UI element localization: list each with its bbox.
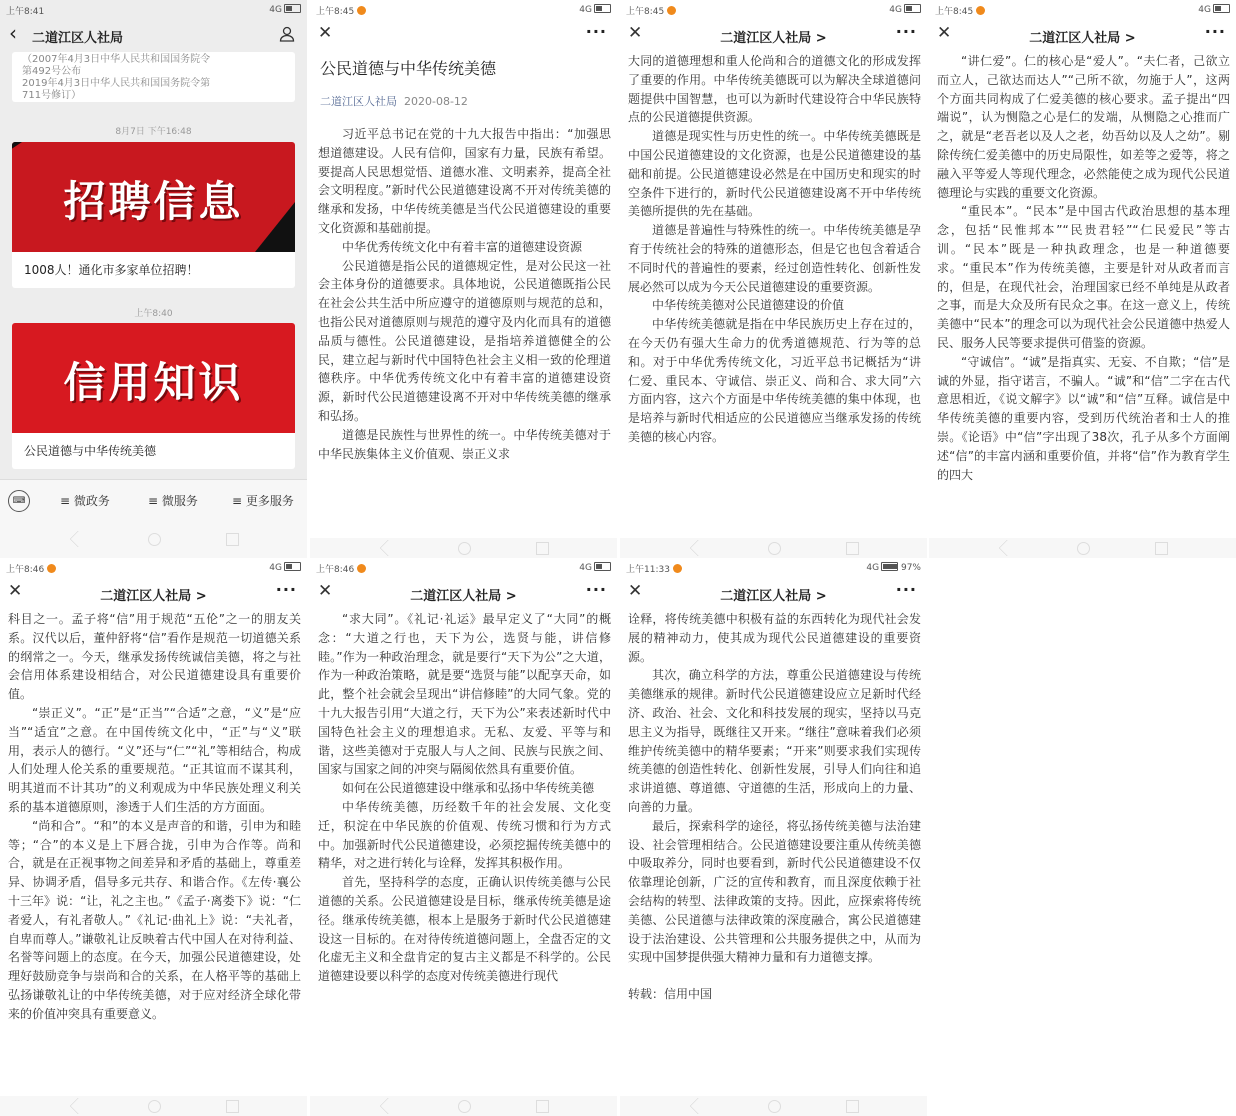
repost-source: 转载：信用中国: [628, 987, 713, 1002]
service-menu-bar: [0, 479, 307, 520]
paragraph: “崇正义”。“正”是“正当”“合适”之意，“义”是“应当”“适宜”之意。在中国传统文化中，“正”与“义”联用，表示人的德行。“义”还与“仁”“礼”等相结合，构成人们处理人伦关系的重要规范。“正其谊而不谋其利，明其道而不计其功”的义利观成为中华民族处理义利关系的基本道德原则，渗透于人们生活的方方面面。: [8, 705, 301, 814]
article-body: [937, 52, 1230, 538]
account-title[interactable]: 二道江区人社局 >: [1029, 31, 1136, 46]
network-label: 4G: [579, 5, 592, 15]
timestamp: 上午8:40: [134, 309, 173, 319]
more-icon[interactable]: ···: [895, 580, 917, 599]
paragraph: “求大同”。《礼记·礼运》最早定义了“大同”的概念：“大道之行也，天下为公，选贤与能，讲信修睦。”作为一种政治理念，就是要行“天下为公”之大道，作为一种政治策略，就是要“选贤与能”以配享天命，如此，整个社会就会呈现出“讲信修睦”的大同气象。党的十九大报告引用“大道之行，天下为公”来表述新时代中国特色社会主义的理想追求。无私、友爱、平等与和谐，这些美德对于克服人与人之间、民族与民族之间、国家与国家之间的冲突与隔阂依然具有重要价值。: [318, 612, 611, 777]
nav-home-icon[interactable]: [458, 1100, 471, 1113]
status-bar: [310, 0, 617, 20]
panel-article-5: [310, 558, 617, 1116]
account-title[interactable]: 二道江区人社局 >: [100, 589, 207, 604]
battery-icon: [1213, 4, 1230, 13]
battery-percent: 97%: [900, 563, 921, 573]
article-title: 公民道德与中华传统美德: [320, 59, 497, 78]
status-bar: [620, 558, 927, 578]
menu-item-more-services[interactable]: ≡ 更多服务: [232, 494, 294, 508]
network-label: 4G: [1198, 5, 1211, 15]
paragraph: 大同的道德理想和重人伦尚和合的道德文化的形成发挥了重要的作用。中华传统美德既可以为解决全球道德问题提供中国智慧，也可以为新时代建设符合中华民族特点的公民道德提供资源。: [628, 54, 921, 125]
nav-gesture-bar: [620, 538, 927, 558]
paragraph: 道德是普遍性与特殊性的统一。中华传统美德是孕育于传统社会的特殊的道德形态，但是它也包含着适合不同时代的普遍性的要素，经过创造性转化、创新性发展必然可以成为今天公民道德建设的重要资源。: [628, 223, 921, 294]
status-icons: [889, 4, 921, 15]
nav-recent-icon[interactable]: [226, 533, 239, 546]
nav-gesture-bar: [0, 1096, 307, 1116]
panel-article-3: [929, 0, 1236, 558]
paragraph: 科目之一。孟子将“信”用于规范“五伦”之一的朋友关系。汉代以后，董仲舒将“信”看作是规范一切道德关系的纲常之一。今天，继承发扬传统诚信美德，将之与社会信用体系建设相结合，对公民道德建设具有重要价值。: [8, 612, 301, 702]
paragraph: 道德是民族性与世界性的统一。中华传统美德对于中华民族集体主义价值观、崇正义求: [318, 427, 611, 461]
account-title[interactable]: 二道江区人社局 >: [720, 589, 827, 604]
nav-recent-icon[interactable]: [536, 1100, 549, 1113]
close-icon[interactable]: ✕: [8, 581, 23, 601]
status-bar: [0, 0, 307, 20]
section-heading: 如何在公民道德建设中继承和弘扬中华传统美德: [342, 781, 595, 796]
keyboard-icon[interactable]: ⌨: [8, 490, 30, 512]
status-icons: [1198, 4, 1230, 15]
network-label: 4G: [889, 5, 902, 15]
more-icon[interactable]: ···: [585, 580, 607, 599]
nav-home-icon[interactable]: [768, 542, 781, 555]
article-body: [628, 52, 921, 538]
panel-article-6: [620, 558, 927, 1116]
status-icons: [866, 562, 921, 573]
banner-text: 信用知识: [63, 358, 244, 407]
nav-gesture-bar: [620, 1096, 927, 1116]
article-nav: [620, 20, 927, 50]
network-label: 4G: [866, 563, 880, 573]
panel-article-1: [310, 0, 617, 558]
panel-chat: [0, 0, 307, 558]
status-bar: [929, 0, 1236, 20]
nav-back-icon[interactable]: [380, 1098, 397, 1115]
nav-back-icon[interactable]: [380, 540, 397, 557]
nav-recent-icon[interactable]: [1155, 542, 1168, 555]
nav-back-icon[interactable]: [70, 1098, 87, 1115]
close-icon[interactable]: ✕: [318, 23, 333, 43]
nav-recent-icon[interactable]: [846, 542, 859, 555]
nav-recent-icon[interactable]: [536, 542, 549, 555]
banner-text: 招聘信息: [63, 177, 244, 226]
section-heading: 中华优秀传统文化中有着丰富的道德建设资源: [342, 239, 583, 254]
paragraph: “重民本”。“民本”是中国古代政治思想的基本理念，包括“民惟邦本”“民贵君轻”“仁民爱民”等古训。“民本”既是一种执政理念，也是一种道德要求。“重民本”作为传统美德，主要是针对从政者而言的，但是，在现代社会，治理国家已经不单纯是从政者之事，而是大众及所有民众之事。在这一意义上，传统美德中“民本”的理念可以为现代社会公民道德中热爱人民、服务人民等要求提供可借鉴的资源。: [937, 204, 1230, 350]
panel-article-2: [620, 0, 927, 558]
nav-recent-icon[interactable]: [226, 1100, 239, 1113]
nav-home-icon[interactable]: [1077, 542, 1090, 555]
menu-item-weifuwu[interactable]: ≡ 微服务: [148, 494, 198, 508]
paragraph: “守诚信”。“诚”是指真实、无妄、不自欺；“信”是诚的外显，指守诺言，不骗人。“诚”和“信”二字在古代意思相近，《说文解字》以“诚”和“信”互释。诚信是中华传统美德的重要内容，受到历代统治者和士人的推崇。《论语》中“信”字出现了38次，孔子从多个方面阐述“信”的丰富内涵和重要价值，并将“信”作为教育学生的四大: [937, 354, 1230, 482]
paragraph: 中华传统美德就是指在中华民族历史上存在过的，在今天仍有强大生命力的优秀道德规范、行为等的总和。对于中华优秀传统文化，习近平总书记概括为“讲仁爱、重民本、守诚信、崇正义、尚和合、求大同”六方面内容，这六个方面是中华传统美德的集中体现，也是培养与新时代相适应的公民道德应当继承发扬的传统美德的核心内容。: [628, 317, 921, 444]
article-card-recruit[interactable]: [12, 142, 295, 288]
article-header: [320, 56, 609, 109]
battery-icon: [284, 562, 301, 571]
article-nav: [929, 20, 1236, 50]
status-bar: [620, 0, 927, 20]
status-time: 上午8:46: [6, 562, 56, 575]
paragraph: 道德是现实性与历史性的统一。中华传统美德既是中国公民道德建设的文化资源，也是公民道德建设的基础和前提。公民道德建设必然是在中国历史和现实的时空条件下进行的，新时代公民道德建设离不开中华传统美德所提供的先在基础。: [628, 129, 921, 219]
article-nav: [0, 578, 307, 608]
credit-banner: [12, 323, 295, 433]
nav-gesture-bar: [310, 1096, 617, 1116]
article-body: [8, 610, 301, 1096]
article-body: [628, 610, 921, 1096]
article-nav: [310, 578, 617, 608]
status-icons: [269, 4, 301, 15]
network-label: 4G: [269, 563, 282, 573]
status-time: 上午11:33: [626, 562, 682, 575]
account-link[interactable]: 二道江区人社局: [320, 95, 397, 108]
battery-icon: [284, 4, 301, 13]
paragraph: 诠释，将传统美德中积极有益的东西转化为现代社会发展的精神动力，使其成为现代公民道德建设的重要资源。: [628, 612, 921, 664]
status-bar: [0, 558, 307, 578]
status-time: 上午8:45: [626, 4, 676, 17]
status-icons: [579, 4, 611, 15]
prev-line: （2007年4月3日中华人民共和国国务院令: [22, 54, 211, 65]
nav-back-icon[interactable]: [690, 540, 707, 557]
article-body: [318, 125, 611, 538]
prev-line: 2019年4月3日中华人民共和国国务院令第: [22, 78, 211, 89]
paragraph: 其次，确立科学的方法，尊重公民道德建设与传统美德继承的规律。新时代公民道德建设应立足新时代经济、政治、社会、文化和科技发展的现实，坚持以马克思主义为指导，既继往又开来。“继往”意味着我们必须维护传统美德中的精华要素；“开来”则要求我们实现传统美德的创造性转化、创新性发展，引导人们向往和追求讲道德、尊道德、守道德的生活，形成向上的力量、向善的力量。: [628, 668, 921, 814]
more-icon[interactable]: ···: [275, 580, 297, 599]
nav-back-icon[interactable]: [690, 1098, 707, 1115]
nav-home-icon[interactable]: [768, 1100, 781, 1113]
status-time: 上午8:45: [316, 4, 366, 17]
card-caption: 1008人！通化市多家单位招聘！: [24, 263, 199, 277]
network-label: 4G: [269, 5, 282, 15]
status-time: 上午8:41: [6, 7, 45, 17]
status-time: 上午8:46: [316, 562, 366, 575]
nav-back-icon[interactable]: [999, 540, 1016, 557]
paragraph: 中华传统美德，历经数千年的社会发展、文化变迁，积淀在中华民族的价值观、传统习惯和行为方式中。加强新时代公民道德建设，必须挖掘传统美德中的精华，对之进行转化与诠释，发挥其积极作用。: [318, 799, 611, 871]
account-title[interactable]: 二道江区人社局 >: [410, 589, 517, 604]
card-caption: 公民道德与中华传统美德: [24, 444, 157, 458]
nav-recent-icon[interactable]: [846, 1100, 859, 1113]
chat-title: 二道江区人社局: [32, 31, 124, 46]
account-title[interactable]: 二道江区人社局 >: [720, 31, 827, 46]
chat-header: [0, 20, 307, 51]
nav-home-icon[interactable]: [458, 542, 471, 555]
prev-line: 第492号公布: [22, 66, 82, 77]
article-nav: [620, 578, 927, 608]
paragraph: “尚和合”。“和”的本义是声音的和谐，引申为和睦等；“合”的本义是上下唇合拢，引申为合作等。尚和合，就是在正视事物之间差异和矛盾的基础上，尊重差异、协调矛盾，倡导多元共存、和谐合作。《左传·襄公十三年》说：“让，礼之主也。”《孟子·离娄下》说：“仁者爱人，有礼者敬人。”《礼记·曲礼上》说：“夫礼者，自卑而尊人。”谦敬礼让反映着古代中国人在对待利益、名誉等问题上的态度。在今天，加强公民道德建设，处理好鼓励竞争与崇尚和合的关系，在人格平等的基础上弘扬谦敬礼让的中华传统美德，对于应对经济全球化带来的价值冲突具有重要意义。: [8, 818, 301, 1021]
article-nav: [310, 20, 617, 50]
nav-gesture-bar: [0, 520, 307, 558]
close-icon[interactable]: ✕: [318, 581, 333, 601]
nav-gesture-bar: [929, 538, 1236, 558]
paragraph: 习近平总书记在党的十九大报告中指出：“加强思想道德建设。人民有信仰，国家有力量，民族有希望。要提高人民思想觉悟、道德水准、文明素养，提高全社会文明程度。”新时代公民道德建设离不开对传统美德的继承和发扬，中华传统美德是当代公民道德建设的重要文化资源和基础前提。: [318, 127, 611, 235]
more-icon[interactable]: ···: [585, 22, 607, 41]
network-label: 4G: [579, 563, 592, 573]
user-profile-icon[interactable]: [279, 26, 295, 42]
status-bar: [310, 558, 617, 578]
paragraph: “讲仁爱”。仁的核心是“爱人”。“夫仁者，己欲立而立人，己欲达而达人”“己所不欲，勿施于人”，这两个方面共同构成了仁爱美德的核心要求。孟子提出“四端说”，认为恻隐之心是仁的发端，从恻隐之心推而广之，就是“老吾老以及人之老，幼吾幼以及人之幼”。剔除传统仁爱美德中的历史局限性，如差等之爱等，将之融入平等爱人等现代理念，必然能使之成为现代公民道德理论与实践的重要文化资源。: [937, 54, 1230, 200]
paragraph: 公民道德是指公民的道德规定性，是对公民这一社会主体身份的道德要求。具体地说，公民道德既指公民在社会公共生活中所应遵守的道德原则与规范的总和，也指公民对道德原则与规范的遵守及内化而具有的道德品质与德性。公民道德建设，是指培养道德健全的公民，建立起与新时代中国特色社会主义相一致的伦理道德秩序。中华优秀传统文化中有着丰富的道德建设资源，新时代公民道德建设离不开对中华传统美德的继承和弘扬。: [318, 258, 611, 423]
more-icon[interactable]: ···: [895, 22, 917, 41]
menu-item-weizhengwu[interactable]: ≡ 微政务: [60, 494, 110, 508]
nav-home-icon[interactable]: [148, 1100, 161, 1113]
back-arrow-icon[interactable]: ‹: [9, 21, 17, 45]
status-icons: [269, 562, 301, 573]
article-meta: [320, 93, 609, 109]
battery-icon: [594, 4, 611, 13]
more-icon[interactable]: ···: [1204, 22, 1226, 41]
battery-icon: [904, 4, 921, 13]
publish-date: 2020-08-12: [404, 95, 468, 108]
timestamp: 8月7日 下午16:48: [115, 127, 192, 137]
close-icon[interactable]: ✕: [628, 23, 643, 43]
close-icon[interactable]: ✕: [628, 581, 643, 601]
article-body: [318, 610, 611, 1096]
prev-line: 711号修订）: [22, 90, 82, 101]
section-heading: 中华传统美德对公民道德建设的价值: [652, 298, 845, 313]
status-time: 上午8:45: [935, 4, 985, 17]
nav-home-icon[interactable]: [148, 533, 161, 546]
prev-message-card[interactable]: [12, 52, 295, 102]
battery-icon: [594, 562, 611, 571]
panel-article-4: [0, 558, 307, 1116]
nav-gesture-bar: [310, 538, 617, 558]
battery-icon: [881, 562, 898, 571]
article-card-credit[interactable]: [12, 323, 295, 469]
paragraph: 首先，坚持科学的态度，正确认识传统美德与公民道德的关系。公民道德建设是目标，继承传统美德是途径。继承传统美德，根本上是服务于新时代公民道德建设这一目标的。在对待传统道德问题上，全盘否定的文化虚无主义和全盘肯定的复古主义都是不科学的。公民道德建设要以科学的态度对传统美德进行现代: [318, 875, 611, 984]
paragraph: 最后，探索科学的途径，将弘扬传统美德与法治建设、社会管理相结合。公民道德建设要注重从传统美德中吸取养分，同时也要看到，新时代公民道德建设不仅依靠理论创新，广泛的宣传和教育，而且深度依赖于社会结构的转型、法律政策的支持。因此，应探索将传统美德、公民道德与法律政策的深度融合，寓公民道德建设于法治建设、公共管理和公共服务提供之中，从而为实现中国梦提供强大精神力量和有力道德支撑。: [628, 818, 921, 965]
status-icons: [579, 562, 611, 573]
close-icon[interactable]: ✕: [937, 23, 952, 43]
nav-back-icon[interactable]: [70, 531, 87, 548]
recruit-banner: [12, 142, 295, 252]
